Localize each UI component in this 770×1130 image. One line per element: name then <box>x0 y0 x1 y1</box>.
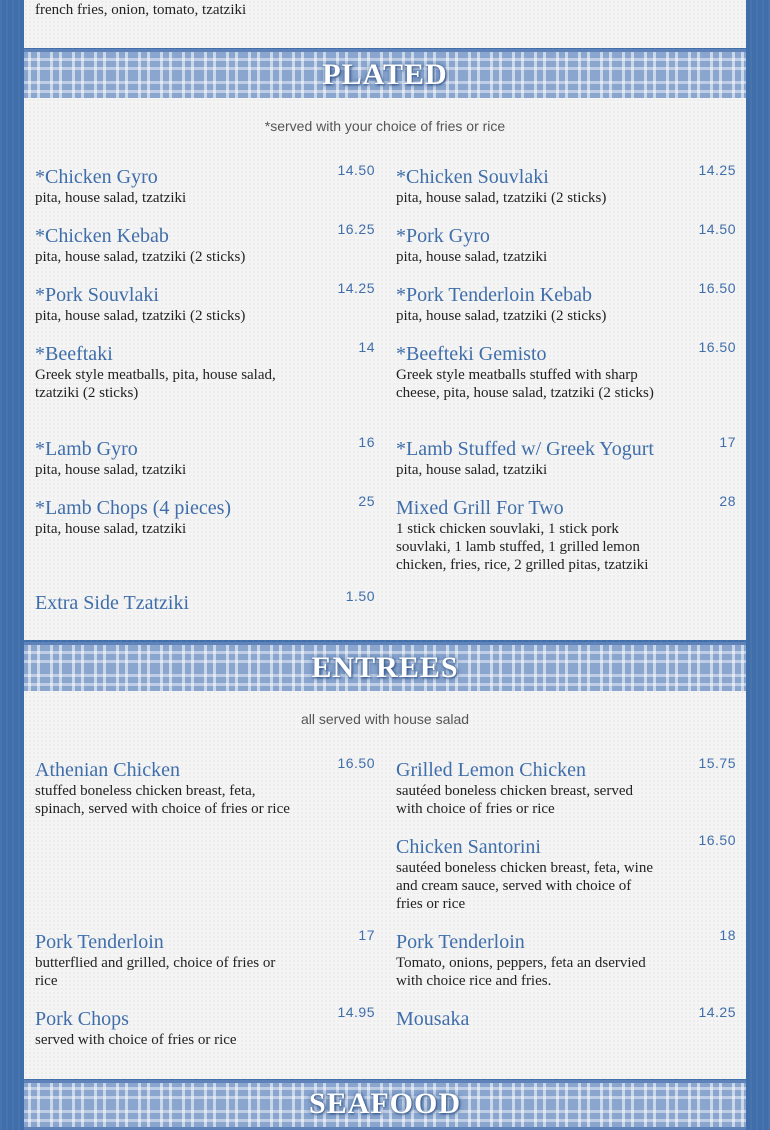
plated-title: PLATED <box>322 58 448 91</box>
item-name: *Beeftaki <box>35 343 113 365</box>
menu-item <box>35 162 375 207</box>
previous-section-panel <box>24 0 746 48</box>
item-name: *Chicken Kebab <box>35 225 169 247</box>
item-price: 16.50 <box>698 280 736 296</box>
item-desc: Greek style meatballs stuffed with sharp cheese, pita, house salad, tzatziki (2 sticks) <box>396 367 654 401</box>
menu-page <box>24 0 746 1120</box>
item-price: 14.50 <box>337 162 375 178</box>
item-name: Grilled Lemon Chicken <box>396 759 586 781</box>
seafood-title: SEAFOOD <box>308 1087 462 1120</box>
item-desc: pita, house salad, tzatziki (2 sticks) <box>396 308 607 324</box>
item-desc: Tomato, onions, peppers, feta an dservied with choice rice and fries. <box>396 955 646 989</box>
menu-item <box>396 280 736 325</box>
item-name: *Beefteki Gemisto <box>396 343 547 365</box>
plated-header-band <box>24 49 746 101</box>
item-name: *Lamb Stuffed w/ Greek Yogurt <box>396 438 654 460</box>
item-name: *Lamb Gyro <box>35 438 138 460</box>
item-price: 14.25 <box>698 162 736 178</box>
menu-item <box>396 434 736 479</box>
item-name: *Pork Gyro <box>396 225 490 247</box>
item-name: Pork Tenderloin <box>35 931 164 953</box>
menu-item <box>35 1004 375 1049</box>
item-name: *Pork Tenderloin Kebab <box>396 284 592 306</box>
item-price: 18 <box>719 927 736 943</box>
item-name: Pork Chops <box>35 1008 129 1030</box>
item-name: Mousaka <box>396 1008 470 1030</box>
item-desc: butterflied and grilled, choice of fries or rice <box>35 955 276 989</box>
item-price: 1.50 <box>345 588 375 604</box>
plated-panel <box>24 98 746 640</box>
item-desc: stuffed boneless chicken breast, feta, spinach, served with choice of fries or rice <box>35 783 290 817</box>
menu-item <box>396 493 736 574</box>
item-name: Pork Tenderloin <box>396 931 525 953</box>
item-desc: pita, house salad, tzatziki <box>396 249 548 265</box>
item-price: 14.50 <box>698 221 736 237</box>
item-desc: sautéed boneless chicken breast, feta, wine and cream sauce, served with choice of fries or rice <box>396 860 653 912</box>
menu-item <box>35 927 375 990</box>
item-price: 14.25 <box>698 1004 736 1020</box>
item-name: Mixed Grill For Two <box>396 497 564 519</box>
item-desc: pita, house salad, tzatziki <box>35 190 187 206</box>
item-name: Extra Side Tzatziki <box>35 592 190 614</box>
item-desc: served with choice of fries or rice <box>35 1032 237 1048</box>
item-desc: Greek style meatballs, pita, house salad, tzatziki (2 sticks) <box>35 367 276 401</box>
menu-item <box>396 162 736 207</box>
item-desc: 1 stick chicken souvlaki, 1 stick pork souvlaki, 1 lamb stuffed, 1 grilled lemon chicken, fries, rice, 2 grilled pitas, tzatziki <box>396 521 649 573</box>
menu-item <box>35 493 375 538</box>
menu-item <box>396 221 736 266</box>
menu-item <box>396 755 736 818</box>
item-price: 15.75 <box>698 755 736 771</box>
item-price: 17 <box>719 434 736 450</box>
item-desc: pita, house salad, tzatziki (2 sticks) <box>35 308 246 324</box>
entrees-title: ENTREES <box>311 651 459 684</box>
item-price: 16.50 <box>698 339 736 355</box>
item-price: 25 <box>358 493 375 509</box>
item-desc: pita, house salad, tzatziki <box>35 462 187 478</box>
item-name: *Chicken Gyro <box>35 166 158 188</box>
seafood-header-band <box>24 1080 746 1130</box>
menu-item <box>396 832 736 913</box>
entrees-header-band <box>24 642 746 694</box>
menu-item <box>35 434 375 479</box>
item-desc: pita, house salad, tzatziki <box>396 462 548 478</box>
menu-item <box>396 1004 736 1030</box>
menu-item <box>396 927 736 990</box>
item-price: 28 <box>719 493 736 509</box>
item-price: 14.95 <box>337 1004 375 1020</box>
item-name: *Lamb Chops (4 pieces) <box>35 497 232 519</box>
item-price: 16.25 <box>337 221 375 237</box>
item-desc: pita, house salad, tzatziki (2 sticks) <box>35 249 246 265</box>
menu-item <box>35 755 375 818</box>
menu-item <box>35 339 375 402</box>
item-desc: sautéed boneless chicken breast, served with choice of fries or rice <box>396 783 633 817</box>
item-name: Chicken Santorini <box>396 836 541 858</box>
item-price: 17 <box>358 927 375 943</box>
item-price: 14 <box>358 339 375 355</box>
previous-item-desc: french fries, onion, tomato, tzatziki <box>35 2 247 18</box>
item-desc: pita, house salad, tzatziki (2 sticks) <box>396 190 607 206</box>
item-name: *Chicken Souvlaki <box>396 166 549 188</box>
item-price: 16.50 <box>698 832 736 848</box>
menu-item <box>396 339 736 402</box>
item-name: *Pork Souvlaki <box>35 284 159 306</box>
plated-note: *served with your choice of fries or rice <box>264 118 506 134</box>
entrees-note: all served with house salad <box>300 711 470 727</box>
menu-item <box>35 221 375 266</box>
menu-item <box>35 280 375 325</box>
menu-item <box>35 588 375 614</box>
item-price: 16 <box>358 434 375 450</box>
item-price: 16.50 <box>337 755 375 771</box>
item-price: 14.25 <box>337 280 375 296</box>
item-name: Athenian Chicken <box>35 759 180 781</box>
entrees-panel <box>24 691 746 1079</box>
item-desc: pita, house salad, tzatziki <box>35 521 187 537</box>
